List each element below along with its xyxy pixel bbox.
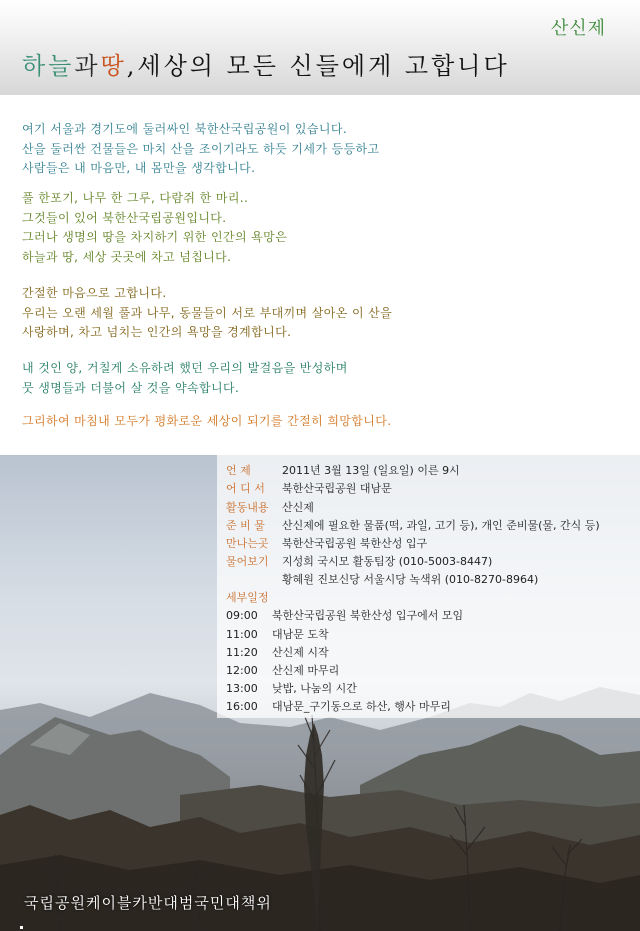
declaration-text (0, 95, 640, 455)
schedule-time: 16:00 (226, 700, 258, 713)
info-value: 황혜원 진보신당 서울시당 녹색위 (010-8270-8964) (282, 573, 539, 586)
info-row-where (226, 480, 392, 496)
schedule-row (226, 680, 357, 696)
info-label: 어 디 서 (226, 482, 265, 495)
schedule-text: 낮밥, 나눔의 시간 (272, 682, 357, 695)
schedule-row (226, 607, 463, 623)
schedule-text: 대남문 도착 (272, 628, 329, 641)
title-and: 과 (74, 52, 101, 80)
text-line: 여기 서울과 경기도에 둘러싸인 북한산국립공원이 있습니다. (22, 122, 348, 136)
schedule-time: 11:20 (226, 646, 258, 659)
paragraph-5 (22, 412, 622, 432)
schedule-time: 09:00 (226, 609, 258, 622)
text-line: 그것들이 있어 북한산국립공원입니다. (22, 210, 227, 225)
info-row-prep (226, 517, 600, 533)
paragraph-1 (22, 120, 622, 179)
paragraph-2 (22, 189, 622, 267)
text-line: 그러나 생명의 땅을 차지하기 위한 인간의 욕망은 (22, 230, 288, 244)
paragraph-4 (22, 359, 622, 398)
title-sky: 하늘 (22, 52, 75, 80)
schedule-text: 산신제 마무리 (272, 664, 340, 677)
info-label: 활동내용 (226, 501, 269, 514)
info-value: 산신제 (282, 501, 314, 514)
schedule-text: 대남문_구기동으로 하산, 행사 마무리 (272, 700, 451, 713)
info-value: 산신제에 필요한 물품(떡, 과일, 고기 등), 개인 준비물(물, 간식 등) (282, 519, 600, 532)
text-line: 내 것인 양, 거칠게 소유하려 했던 우리의 발걸음을 반성하며 (22, 361, 348, 375)
text-line: 사람들은 내 마음만, 내 몸만을 생각합니다. (22, 161, 256, 175)
schedule-text: 산신제 시작 (272, 646, 329, 659)
info-row-contact-2 (226, 571, 538, 587)
text-line: 우리는 오랜 세월 풀과 나무, 동물들이 서로 부대끼며 살아온 이 산을 (22, 305, 393, 320)
text-line: 하늘과 땅, 세상 곳곳에 차고 넘칩니다. (22, 249, 232, 264)
info-label: 언 제 (226, 464, 251, 477)
schedule-row (226, 698, 451, 714)
info-row-when (226, 462, 460, 478)
info-value: 2011년 3월 13일 (일요일) 이른 9시 (282, 464, 460, 477)
info-label: 준 비 물 (226, 519, 265, 532)
schedule-time: 13:00 (226, 682, 258, 695)
schedule-time: 12:00 (226, 664, 258, 677)
event-info-box (217, 455, 640, 718)
text-line: 풀 한포기, 나무 한 그루, 다람쥐 한 마리.. (22, 191, 249, 205)
info-value: 북한산국립공원 대남문 (282, 482, 392, 495)
info-row-activity (226, 499, 314, 515)
poster-title (22, 46, 510, 81)
footer-dot (20, 926, 23, 929)
schedule-heading: 세부일정 (226, 591, 269, 604)
text-line: 사랑하며, 차고 넘치는 인간의 욕망을 경계합니다. (22, 325, 292, 339)
info-label: 만나는곳 (226, 537, 269, 550)
info-label: 물어보기 (226, 555, 269, 568)
info-row-contact (226, 553, 492, 569)
schedule-text: 북한산국립공원 북한산성 입구에서 모임 (272, 609, 464, 622)
info-value: 북한산국립공원 북한산성 입구 (282, 537, 428, 550)
text-line: 산을 둘러싼 건물들은 마치 산을 조이기라도 하듯 기세가 등등하고 (22, 141, 380, 156)
info-value: 지성희 국시모 활동팀장 (010-5003-8447) (282, 555, 493, 568)
schedule-row (226, 626, 329, 642)
paragraph-3 (22, 284, 622, 343)
schedule-row (226, 644, 329, 660)
title-earth: 땅 (100, 52, 127, 80)
schedule-time: 11:00 (226, 628, 258, 641)
text-line: 뭇 생명들과 더불어 살 것을 약속합니다. (22, 380, 240, 395)
text-line: 그리하여 마침내 모두가 평화로운 세상이 되기를 간절히 희망합니다. (22, 414, 392, 428)
text-line: 간절한 마음으로 고합니다. (22, 286, 167, 300)
header-banner (0, 0, 640, 95)
organizer-name: 국립공원케이블카반대범국민대책위 (24, 894, 272, 912)
schedule-row (226, 662, 339, 678)
poster-subtitle: 산신제 (550, 18, 606, 39)
info-row-meet (226, 535, 427, 551)
title-rest: ,세상의 모든 신들에게 고합니다 (126, 52, 510, 80)
